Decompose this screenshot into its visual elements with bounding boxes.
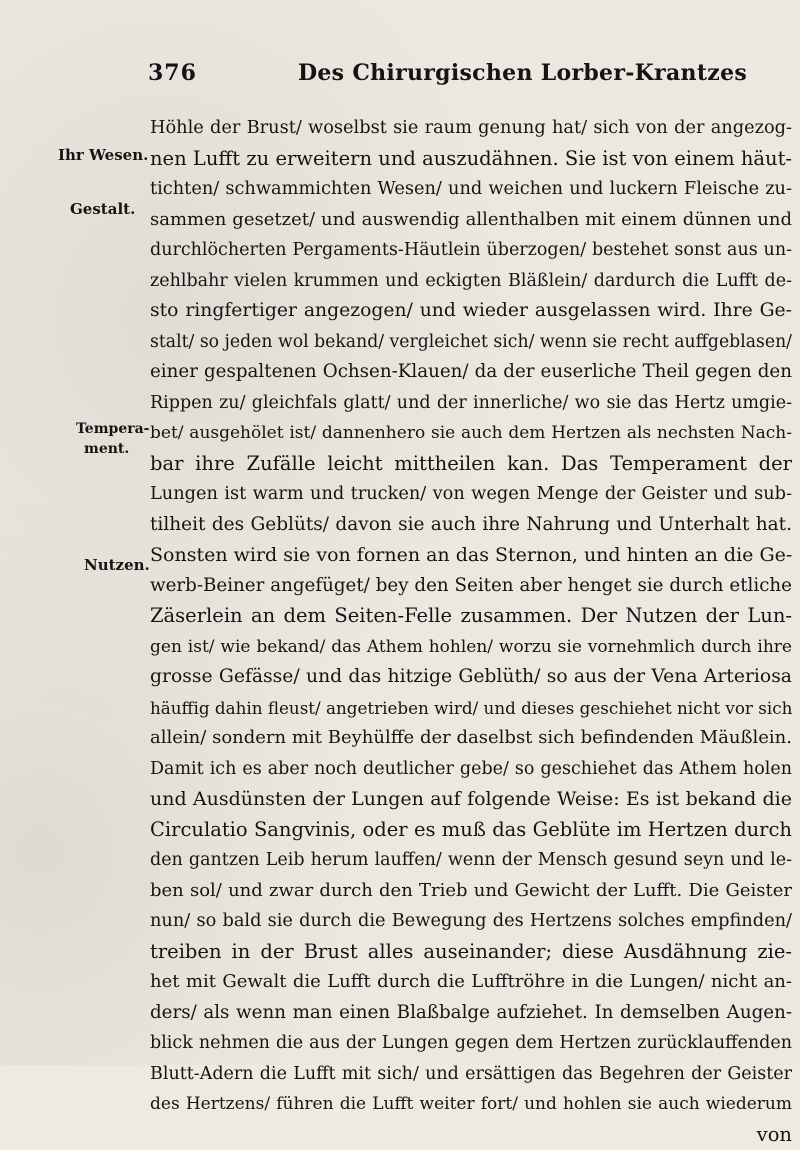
text-line: Höhle der Brust/ woselbst sie raum genung hat/ sich von der angezog-	[150, 113, 792, 144]
text-line: zehlbahr vielen krummen und eckigten Bläßlein/ dardurch die Lufft de-	[150, 266, 792, 297]
text-line: den gantzen Leib herum lauffen/ wenn der Mensch gesund seyn und le-	[150, 845, 792, 876]
text-line: Zäserlein an dem Seiten-Felle zusammen. Der Nutzen der Lun-	[150, 601, 792, 632]
text-line: blick nehmen die aus der Lungen gegen dem Hertzen zurücklauffenden	[150, 1028, 792, 1059]
text-line: bar ihre Zufälle leicht mittheilen kan. Das Temperament der	[150, 449, 792, 480]
text-line: allein/ sondern mit Beyhülffe der daselbst sich befindenden Mäußlein.	[150, 723, 792, 754]
text-line: ders/ als wenn man einen Blaßbalge aufziehet. In demselben Augen-	[150, 998, 792, 1029]
margin-note-temperament: Tempera-	[76, 420, 150, 439]
margin-note-nutzen: Nutzen.	[84, 556, 150, 575]
text-line: einer gespaltenen Ochsen-Klauen/ da der euserliche Theil gegen den	[150, 357, 792, 388]
text-line: des Hertzens/ führen die Lufft weiter fort/ und hohlen sie auch wiederum	[150, 1089, 792, 1120]
margin-note-wesen: Ihr Wesen.	[58, 146, 148, 165]
text-line: häuffig dahin fleust/ angetrieben wird/ und dieses geschiehet nicht vor sich	[150, 693, 792, 724]
text-line: und Ausdünsten der Lungen auf folgende Weise: Es ist bekand die	[150, 784, 792, 815]
page-header	[148, 58, 788, 88]
text-line: Sonsten wird sie von fornen an das Sternon, und hinten an die Ge-	[150, 540, 792, 571]
text-line: stalt/ so jeden wol bekand/ vergleichet sich/ wenn sie recht auffgeblasen/	[150, 327, 792, 358]
text-line: gen ist/ wie bekand/ das Athem hohlen/ worzu sie vornehmlich durch ihre	[150, 632, 792, 663]
text-line: nun/ so bald sie durch die Bewegung des Hertzens solches empfinden/	[150, 906, 792, 937]
text-line: nen Lufft zu erweitern und auszudähnen. Sie ist von einem häut-	[150, 144, 792, 175]
text-line: durchlöcherten Pergaments-Häutlein überzogen/ bestehet sonst aus un-	[150, 235, 792, 266]
text-line: grosse Gefässe/ und das hitzige Geblüth/ so aus der Vena Arteriosa	[150, 662, 792, 693]
margin-note-gestalt: Gestalt.	[70, 200, 135, 219]
text-line: sto ringfertiger angezogen/ und wieder ausgelassen wird. Ihre Ge-	[150, 296, 792, 327]
text-line: werb-Beiner angefüget/ bey den Seiten aber henget sie durch etliche	[150, 571, 792, 602]
margin-note-temperament-cont: ment.	[84, 440, 129, 459]
text-line: het mit Gewalt die Lufft durch die Lufftröhre in die Lungen/ nicht an-	[150, 967, 792, 998]
body-text	[150, 113, 792, 1150]
text-line: bet/ ausgehölet ist/ dannenhero sie auch dem Hertzen als nechsten Nach-	[150, 418, 792, 449]
text-line: Rippen zu/ gleichfals glatt/ und der innerliche/ wo sie das Hertz umgie-	[150, 388, 792, 419]
page-number: 376	[148, 60, 197, 86]
text-line: treiben in der Brust alles auseinander; diese Ausdähnung zie-	[150, 937, 792, 968]
text-line: tilheit des Geblüts/ davon sie auch ihre Nahrung und Unterhalt hat.	[150, 510, 792, 541]
text-line: Damit ich es aber noch deutlicher gebe/ so geschiehet das Athem holen	[150, 754, 792, 785]
text-line: Circulatio Sangvinis, oder es muß das Geblüte im Hertzen durch	[150, 815, 792, 846]
text-line: sammen gesetzet/ und auswendig allenthalben mit einem dünnen und	[150, 205, 792, 236]
text-line: von	[150, 1120, 792, 1150]
text-line: Blutt-Adern die Lufft mit sich/ und ersättigen das Begehren der Geister	[150, 1059, 792, 1090]
text-line: Lungen ist warm und trucken/ von wegen Menge der Geister und sub-	[150, 479, 792, 510]
running-head: Des Chirurgischen Lorber-Krantzes	[298, 60, 747, 86]
text-line: tichten/ schwammichten Wesen/ und weichen und luckern Fleische zu-	[150, 174, 792, 205]
text-line: ben sol/ und zwar durch den Trieb und Gewicht der Lufft. Die Geister	[150, 876, 792, 907]
